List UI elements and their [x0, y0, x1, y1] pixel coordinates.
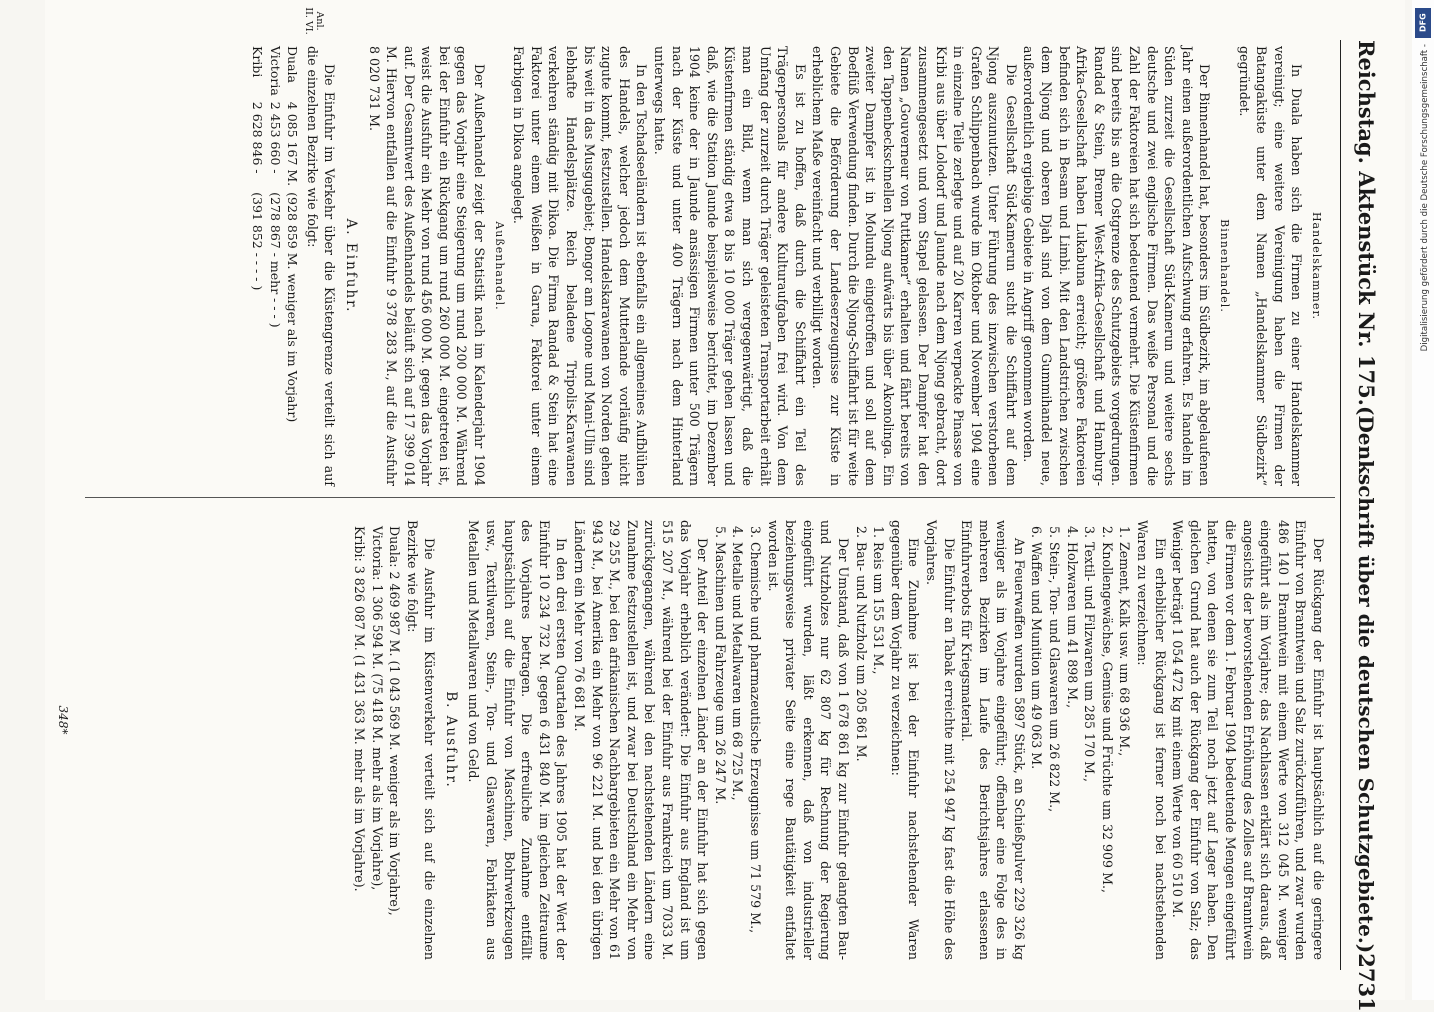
left-column: [246, 46, 1327, 486]
increase-list: [852, 520, 887, 960]
list-item: Duala: 2 469 987 M. (1 043 569 M. weniger als im Vorjahre),: [387, 526, 403, 916]
paragraph: Es ist zu hoffen, daß durch die Schiffahrt ein Teil des Trägerpersonals für andere Kulturaufgaben frei wird. Von dem Umfang der zurzeit durch Träger geleisteten Transportarbeit erhält man ein Bild, wenn man sich vergegenwärtigt, daß die Küstenfirmen ständig etwa 8 bis 10 000 Träger gehen lassen und daß, wie die Station Jaunde beispielsweise berichtet, im Dezember 1904 keine der in Jaunde ansässigen Firmen unter 500 Trägern nach der Küste und unter 400 Trägern nach dem Hinterland unterwegs hatte.: [652, 46, 808, 486]
table-cell: Kribi: [249, 46, 265, 78]
header-rule: [1340, 40, 1341, 970]
paragraph: In den drei ersten Quartalen des Jahres 1905 hat der Wert der Einfuhr 10 234 732 M. gegen 6 431 840 M. im gleichen Zeitraume des Vorjahres betragen. Die erfreuliche Zunahme entfällt hauptsächlich auf die Einfuhr von Maschinen, Bohrwerkzeugen usw., Textilwaren, Stein-, Ton- und Glaswaren, Fabrikaten aus Metallen und Metallwaren und von Geld.: [466, 520, 570, 960]
paragraph: In Duala haben sich die Firmen zu einer Handelskammer vereinigt; eine weitere Vereinigung haben die Firmen der Batangaküste unter dem Namen „Handelskammer Südbezirk“ gegründet.: [1236, 46, 1305, 486]
margin-note: Anl. II. VI.: [303, 7, 325, 35]
table-row: [266, 46, 284, 428]
table-row: [248, 46, 266, 428]
list-item: Victoria: 1 306 594 M. (75 418 M. mehr als im Vorjahre),: [369, 526, 385, 891]
heading-handelskammer: Handelskammer.: [1310, 211, 1323, 321]
list-item: 1. Reis um 155 531 M.,: [871, 526, 887, 675]
right-column: [350, 520, 1327, 960]
digitization-strip: [1412, 0, 1434, 1000]
table-cell: (278 867 - mehr - - - ): [267, 192, 283, 328]
header-title: Reichstag. Aktenstück Nr. 175.: [1354, 40, 1379, 406]
paragraph: Die Ausfuhr im Küstenverkehr verteilt sich auf die einzelnen Bezirke wie folgt:: [404, 520, 438, 960]
rotated-document-page: [45, 0, 1405, 1012]
paragraph: Ein erheblicher Rückgang ist ferner noch bei nachstehenden Waren zu verzeichnen:: [1135, 520, 1168, 960]
signature-mark: 348*: [56, 705, 70, 735]
paragraph: Die Einfuhr im Verkehr über die Küstengrenze verteilt sich auf die einzelnen Bezirke wie folgt:: [304, 46, 338, 486]
paragraph: In den Tschadseeländern ist ebenfalls ein allgemeines Aufblühen des Handels, welcher jedoch dem Mutterlande vorläufig nicht zugute kommt, festzustellen. Handelskarawanen von Norden gehen bis weit in das Musgugebiet; Bongor am Logone und Mani-Ulin sind lebhafte Handelsplätze. Reich beladene Tripolis-Karawanen verkehren ständig mit Dikoa. Die Firma Randad & Stein hat eine Faktorei unter einem Weißen in Garua, Faktorei unter einem Farbigen in Dikoa angelegt.: [511, 46, 650, 486]
table-cell: (391 852 - - - - ): [249, 192, 265, 291]
einfuhr-table: [248, 46, 301, 428]
paragraph: Die Gesellschaft Süd-Kamerun sucht die Schiffahrt auf dem Njong auszunutzen. Unter Führung des inzwischen verstorbenen Grafen Schlippenbach wurde im Oktober und November 1904 eine in einzelne Teile zerlegte und auf 20 Karren verpackte Pinasse von Kribi aus über Lolodorf und Jaunde nach dem Njong gebracht, dort zusammengesetzt und vom Stapel gelassen. Der Dampfer hat den Namen „Gouverneur von Puttkamer“ erhalten und fährt bereits von den Tappenbeckschnellen Njong aufwärts bis über Akonolinga. Ein zweiter Dampfer ist in Molundu eingetroffen und soll auf dem Boeflüß Verwendung finden. Durch die Njong-Schiffahrt ist für weite Gebiete die Beförderung der Landeserzeugnisse zur Küste in erheblichem Maße vereinfacht und verbilligt worden.: [810, 46, 1019, 486]
decrease-list: [1028, 520, 1134, 960]
increase-list-continued: [711, 520, 764, 960]
heading-binnenhandel: Binnenhandel.: [1218, 219, 1232, 313]
paragraph: Der Umstand, daß von 1 678 861 kg zur Einfuhr gelangten Bau- und Nutzholzes nur 62 807 kg für Rechnung der Regierung eingeführt wurden, läßt erkennen, daß von industrieller beziehungsweise privater Seite eine rege Bautätigkeit entfaltet worden ist.: [765, 520, 851, 960]
list-item: Kribi: 3 826 087 M. (1 431 363 M. mehr als im Vorjahre).: [351, 526, 367, 892]
column-divider: [85, 497, 1335, 498]
table-cell: Victoria: [267, 46, 283, 96]
table-cell: (928 859 M. weniger als im Vorjahr): [285, 192, 301, 423]
table-cell: Duala: [285, 46, 301, 83]
list-item: 2. Bau- und Nutzholz um 205 861 M.: [853, 526, 869, 762]
table-cell: 4 085 167 M.: [285, 101, 301, 187]
paragraph: Die Einfuhr an Tabak erreichte mit 254 947 kg fast die Höhe des Vorjahres.: [923, 520, 957, 960]
table-row: [284, 46, 302, 428]
paragraph: Eine Zunahme ist bei der Einfuhr nachstehender Waren gegenüber dem Vorjahr zu verzeichnen:: [888, 520, 922, 960]
heading-einfuhr: A. Einfuhr.: [342, 218, 359, 314]
page-number: 2731: [1354, 953, 1379, 1012]
paragraph: Der Binnenhandel hat, besonders im Südbezirk, im abgelaufenen Jahr einen außerordentlichen Aufschwung erfahren. Es handeln im Süden zurzeit die Gesellschaft Süd-Kamerun und weitere sechs deutsche und zwei englische Firmen. Das weiße Personal und die Zahl der Faktoreien hat sich bedeutend vermehrt. Die Küstenfirmen sind bereits bis an die Ostgrenze des Schutzgebiets vorgedrungen. Randad & Stein, Bremer West-Afrika-Gesellschaft und Hamburg-Afrika-Gesellschaft haben Lukabuna erreicht; größere Faktoreien befinden sich in Besam und Limbi. Mit den Landstrichen zwischen dem Njong und oberen Djah sind von dem Gummihandel neue, außerordentlich ergiebige Gebiete in Angriff genommen worden.: [1021, 46, 1213, 486]
list-item: 4. Metalle und Metallwaren um 68 725 M.,: [730, 526, 746, 801]
paragraph: An Feuerwaffen wurden 5897 Stück, an Schießpulver 229 326 kg weniger als im Vorjahre eingeführt; offenbar eine Folge des in mehreren Bezirken im Laufe des Berichtsjahres erlassenen Einfuhrverbots für Kriegsmaterial.: [959, 520, 1027, 960]
table-cell: 2 628 846 -: [249, 101, 265, 174]
paragraph: Der Außenhandel zeigt der Statistik nach im Kalenderjahr 1904 gegen das Vorjahr eine Steigerung um rund 200 000 M. Während bei der Einfuhr ein Rückgang um rund 260 000 M. eingetreten ist, weist die Ausfuhr ein Mehr von rund 456 000 M. gegen das Vorjahr auf. Der Gesamtwert des Außenhandels beläuft sich auf 17 399 014 M. Hiervon entfallen auf die Einfuhr 9 378 283 M., auf die Ausfuhr 8 020 731 M.: [366, 46, 488, 486]
page-header: [1339, 40, 1379, 1012]
heading-ausfuhr: B. Ausfuhr.: [442, 691, 459, 789]
table-cell: 2 453 660 -: [267, 101, 283, 174]
list-item: 1. Zement, Kalk usw. um 68 936 M.,: [1117, 526, 1133, 757]
list-item: 5. Stein-, Ton- und Glaswaren um 26 822 M.,: [1047, 526, 1063, 813]
heading-aussenhandel: Außenhandel.: [492, 221, 506, 311]
list-item: 2. Knollengewächse, Gemüse und Früchte um 32 909 M.,: [1099, 526, 1115, 893]
list-item: 3. Textil- und Filzwaren um 285 170 M.,: [1082, 526, 1098, 783]
list-item: 4. Holzwaren um 41 898 M.,: [1064, 526, 1080, 709]
list-item: 5. Maschinen und Fahrzeuge um 26 247 M.: [712, 526, 728, 805]
digitization-credit: Digitalisierung gefördert durch die Deutsche Forschungsgemeinschaft -: [1420, 44, 1430, 352]
paragraph: Der Anteil der einzelnen Länder an der Einfuhr hat sich gegen das Vorjahr erheblich verändert: Die Einfuhr aus England ist um 515 207 M., während bei der Einfuhr aus Frankreich um 7033 M. zurückgegangen, während bei den nachstehenden Ländern eine Zunahme festzustellen ist, und zwar bei Deutschland ein Mehr von 29 255 M., bei den afrikanischen Nachbargebieten ein Mehr von 61 943 M., bei Amerika ein Mehr von 96 221 M. und bei den übrigen Ländern ein Mehr von 76 681 M.: [572, 520, 711, 960]
list-item: 3. Chemische und pharmazeutische Erzeugnisse um 71 579 M.,: [748, 526, 763, 934]
list-item: 6. Waffen und Munition um 49 063 M.: [1029, 526, 1045, 770]
header-subtitle: (Denkschrift über die deutschen Schutzgebiete.): [1354, 406, 1378, 954]
ausfuhr-list: [350, 520, 403, 960]
dfg-logo: DFG: [1415, 8, 1431, 38]
paragraph: Der Rückgang der Einfuhr ist hauptsächlich auf die geringere Einfuhr von Branntwein und Salz zurückzuführen, und zwar wurden 486 140 l Branntwein mit einem Werte von 312 045 M. weniger eingeführt als im Vorjahre; das Nachlassen erklärt sich daraus, daß angesichts der bevorstehenden Erhöhung des Zolles auf Branntwein die Firmen vor dem 1. Februar 1904 bedeutende Mengen eingeführt hatten, von denen sie zum Teil noch jetzt auf Lager haben. Den gleichen Grund hat auch der Rückgang der Einfuhr von Salz; das Weniger beträgt 1 054 472 kg mit einem Werte von 60 510 M.: [1170, 520, 1326, 960]
